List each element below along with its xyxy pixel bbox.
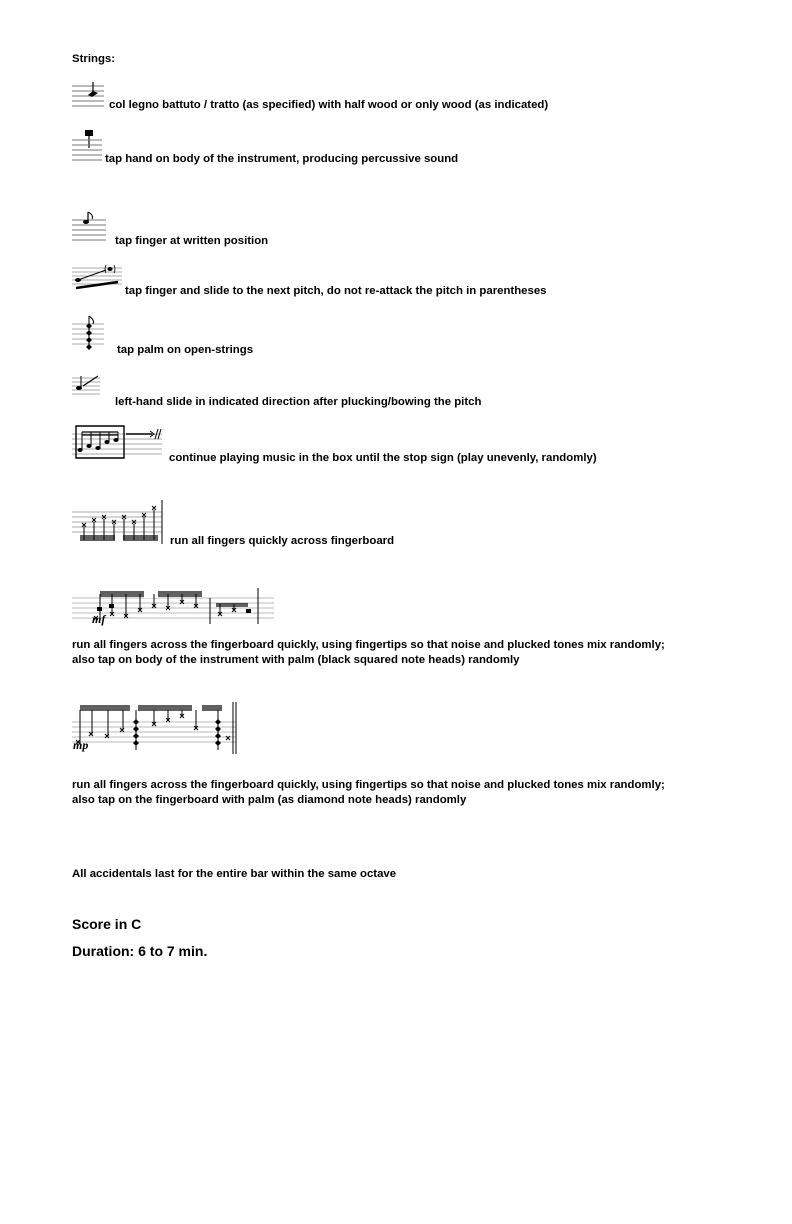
legend-text-tap-finger: tap finger at written position xyxy=(115,235,269,247)
legend-text-col-legno: col legno battuto / tratto (as specified) with half wood or only wood (as indicated) xyxy=(109,99,549,111)
col-legno-notation-icon xyxy=(72,80,106,110)
run-noise-fingerboard-notation-icon xyxy=(72,700,242,756)
run-noise-body-text-2: also tap on body of the instrument with palm (black squared note heads) randomly xyxy=(72,654,520,666)
left-hand-slide-notation-icon xyxy=(72,372,102,400)
box-repeat-notation-icon xyxy=(72,424,164,462)
legend-text-left-hand-slide: left-hand slide in indicated direction after plucking/bowing the pitch xyxy=(115,396,482,408)
tap-body-notation-icon xyxy=(72,128,106,168)
tap-palm-notation-icon xyxy=(72,314,108,354)
score-note: Score in C xyxy=(72,916,142,932)
accidentals-note: All accidentals last for the entire bar within the same octave xyxy=(72,868,397,880)
legend-text-tap-body: tap hand on body of the instrument, producing percussive sound xyxy=(105,153,459,165)
legend-text-run-fingers: run all fingers quickly across fingerboard xyxy=(170,535,395,547)
run-fingers-notation-icon xyxy=(72,498,166,548)
legend-text-box-repeat: continue playing music in the box until the stop sign (play unevenly, randomly) xyxy=(169,452,597,464)
tap-slide-notation-icon xyxy=(72,262,124,290)
section-heading: Strings: xyxy=(72,53,116,65)
duration-note: Duration: 6 to 7 min. xyxy=(72,943,208,959)
dynamic-mp: mp xyxy=(73,738,89,752)
run-noise-body-text-1: run all fingers across the fingerboard quickly, using fingertips so that noise and plucked tones mix randomly; xyxy=(72,639,665,651)
run-noise-fingerboard-text-1: run all fingers across the fingerboard quickly, using fingertips so that noise and plucked tones mix randomly; xyxy=(72,779,665,791)
tap-finger-notation-icon xyxy=(72,210,108,246)
dynamic-mf: mf xyxy=(92,612,106,626)
run-noise-fingerboard-text-2: also tap on the fingerboard with palm (as diamond note heads) randomly xyxy=(72,794,467,806)
legend-text-tap-slide: tap finger and slide to the next pitch, do not re-attack the pitch in parentheses xyxy=(125,285,547,297)
legend-text-tap-palm: tap palm on open-strings xyxy=(117,344,254,356)
